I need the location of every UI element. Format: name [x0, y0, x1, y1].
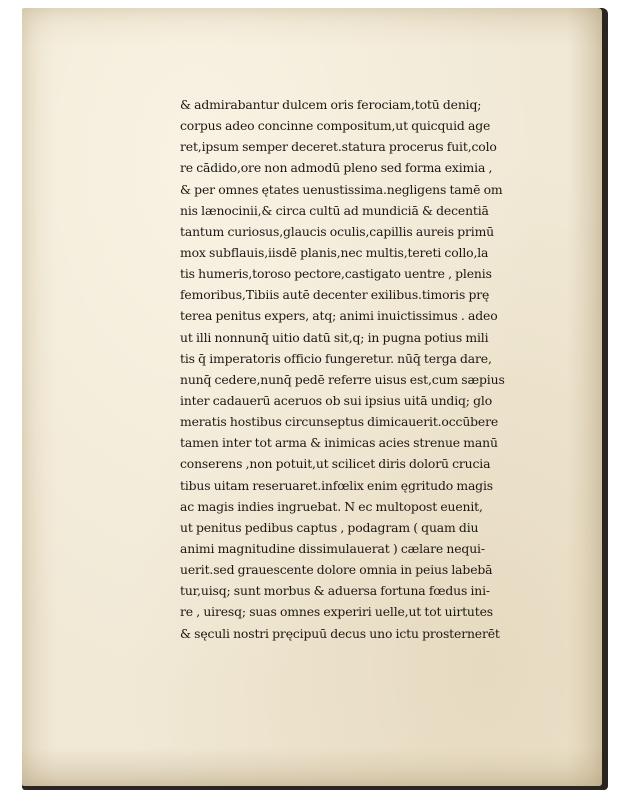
- text-line: nis lænocinii,& circa cultū ad mundiciā & decentiā: [180, 202, 489, 218]
- text-line: animi magnitudine dissimulauerat ) cælare nequi-: [180, 540, 485, 556]
- text-line: nunq̄ cedere,nunq̄ pedē referre uisus est,cum sæpius: [180, 371, 505, 387]
- text-line: ac magis indies ingruebat. N ec multopost euenit,: [180, 498, 483, 514]
- text-line: & sęculi nostri pręcipuū decus uno ictu prosternerēt: [180, 625, 500, 641]
- text-line: terea penitus expers, atq; animi inuictissimus . adeo: [180, 308, 498, 324]
- text-line: tis humeris,toroso pectore,castigato uentre , plenis: [180, 266, 492, 282]
- text-line: conserens ,non potuit,ut scilicet diris dolorū crucia: [180, 456, 491, 472]
- text-line: ut illi nonnunq̄ uitio datū sit,q; in pugna potius mili: [180, 329, 489, 345]
- text-line: tantum curiosus,glaucis oculis,capillis aureis primū: [180, 223, 494, 239]
- text-line: & admirabantur dulcem oris ferociam,totū deniq;: [180, 97, 482, 112]
- text-line: mox subflauis,iisdē planis,nec multis,tereti collo,la: [180, 244, 489, 260]
- text-line: inter cadauerū aceruos ob sui ipsius uitā undiq; glo: [180, 392, 493, 408]
- text-block: [180, 94, 560, 644]
- text-line: tamen inter tot arma & inimicas acies strenue manū: [180, 435, 498, 451]
- text-line: meratis hostibus circunseptus dimicauerit.occūbere: [180, 414, 499, 430]
- text-line: tis q̄ imperatoris officio fungeretur. nūq̄ terga dare,: [180, 350, 492, 366]
- text-line: uerit.sed grauescente dolore omnia in peius labebā: [180, 562, 493, 578]
- text-line: femoribus,Tibiis autē decenter exilibus.timoris prę: [180, 287, 490, 303]
- text-line: re cādido,ore non admodū pleno sed forma eximia ,: [180, 160, 493, 176]
- text-line: ut penitus pedibus captus , podagram ( quam diu: [180, 519, 479, 535]
- text-line: tibus uitam reseruaret.infœlix enim ęgritudo magis: [180, 477, 493, 493]
- text-line: tur,uisq; sunt morbus & aduersa fortuna fœdus ini-: [180, 583, 490, 599]
- text-line: ret,ipsum semper deceret.statura procerus fuit,colo: [180, 139, 497, 155]
- text-line: re , uiresq; suas omnes experiri uelle,ut tot uirtutes: [180, 604, 493, 620]
- text-line: corpus adeo concinne compositum,ut quicquid age: [180, 118, 491, 134]
- text-line: & per omnes ętates uenustissima.negligens tamē om: [180, 181, 503, 197]
